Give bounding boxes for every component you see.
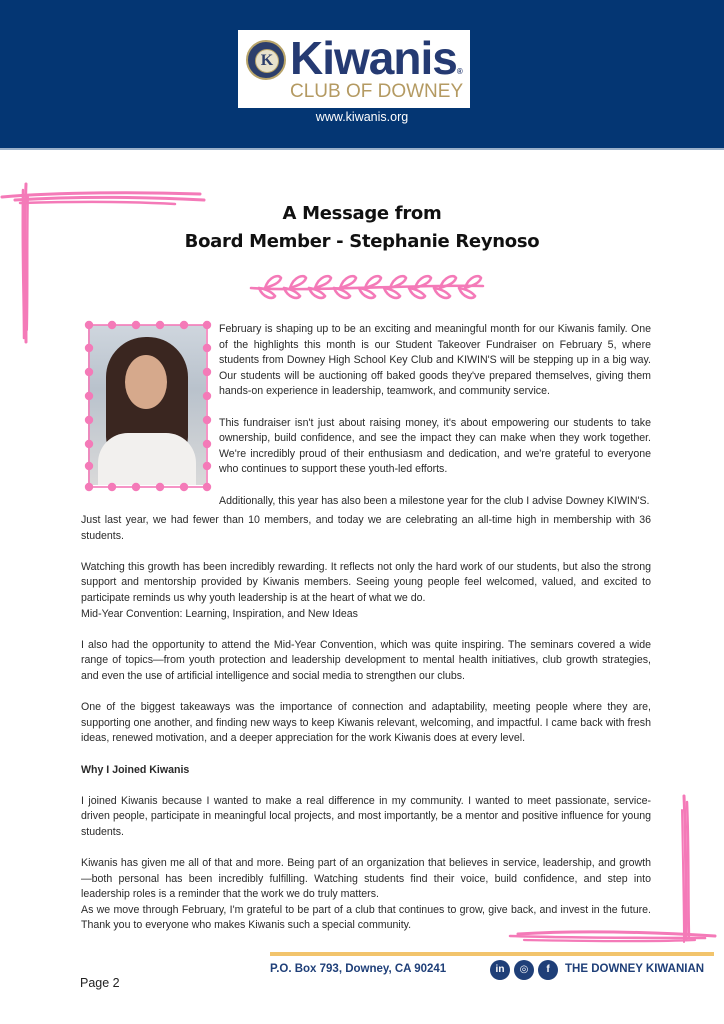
vine-leaf [290, 276, 306, 288]
logo-word: Kiwanis [290, 32, 457, 84]
newsletter-name: THE DOWNEY KIWANIAN [565, 963, 705, 975]
vine-leaf [384, 288, 400, 298]
frame-dot [85, 344, 93, 352]
article-intro [219, 322, 651, 509]
paragraph: This fundraiser isn't just about raising money, it's about empowering our students to take ownership, build confidence, and see the impact they can make when they work together. We're incredibly proud of their enthusiasm and dedication, and we're grateful to everyone who continues to support these youth-led efforts. [219, 416, 651, 476]
paragraph: February is shaping up to be an exciting and meaningful month for our Kiwanis family. One of the highlights this month is our Student Takeover Fundraiser on February 5, where students from Downey High School Key Club and KIWIN'S will be stepping up in a big way. Our students will be auctioning off baked goods they've prepared themselves, giving them hands-on experience in leadership, teamwork, and community service. [219, 323, 651, 398]
dotted-pink-frame [84, 320, 212, 492]
frame-dot [156, 321, 164, 329]
frame-dot [203, 321, 211, 329]
vine-ornament-icon [245, 272, 489, 304]
paragraph: Just last year, we had fewer than 10 members, and today we are celebrating an all-time high in membership with 36 students. [81, 514, 651, 542]
logo-wordmark [290, 32, 462, 84]
page-title [0, 200, 724, 256]
frame-dot [203, 392, 211, 400]
vine-leaf [459, 288, 475, 298]
frame-dot [85, 483, 93, 491]
paragraph: Watching this growth has been incredibly rewarding. It reflects not only the hard work of our students, but also the strong support and mentorship provided by Kiwanis members. Seeing young people feel welcomed, valued, and excited to participate reminds us why youth leadership is at the heart of what we do. [81, 560, 651, 604]
vine-leaf [334, 288, 350, 298]
seal-letter: K [255, 49, 279, 73]
frame-dot [156, 483, 164, 491]
paragraph: As we move through February, I'm grateful to be part of a club that continues to grow, give back, and invest in the future. Thank you to everyone who makes Kiwanis such a special community. [81, 903, 651, 932]
vine-leaf [359, 288, 375, 298]
vine-leaf [434, 288, 450, 298]
paragraph: Additionally, this year has also been a milestone year for the club I advise Downey KIWIN'S. [219, 494, 650, 507]
registered-mark: ® [456, 67, 462, 76]
frame-dot [180, 483, 188, 491]
kiwanis-logo [238, 30, 470, 108]
paragraph: Kiwanis has given me all of that and more. Being part of an organization that believes in service, leadership, and growth—both personal has been incredibly fulfilling. Watching students find their voice, build confidence, and step into leadership roles is a reminder that the work we do truly matters. [81, 857, 651, 901]
kiwanis-seal-icon [246, 40, 286, 80]
footer-address: P.O. Box 793, Downey, CA 90241 [270, 963, 447, 975]
linkedin-icon[interactable]: in [490, 960, 510, 980]
frame-dot [108, 321, 116, 329]
facebook-icon[interactable]: f [538, 960, 558, 980]
frame-dot [203, 440, 211, 448]
frame-dot [132, 321, 140, 329]
section-subheading: Mid-Year Convention: Learning, Inspiration, and New Ideas [81, 607, 358, 620]
title-line-2: Board Member - Stephanie Reynoso [184, 231, 540, 252]
vine-leaf [409, 288, 425, 298]
vine-leaf [315, 276, 331, 288]
frame-dot [203, 416, 211, 424]
frame-dot [203, 483, 211, 491]
pink-corner-bottom-right [500, 790, 724, 950]
frame-dot [85, 416, 93, 424]
frame-dot [85, 368, 93, 376]
website-link[interactable]: www.kiwanis.org [315, 110, 409, 124]
frame-dot [85, 392, 93, 400]
instagram-icon[interactable]: ◎ [514, 960, 534, 980]
header-banner [0, 0, 724, 150]
pink-corner-top-left [0, 170, 210, 345]
frame-dot [203, 368, 211, 376]
frame-dot [85, 321, 93, 329]
section-heading: Why I Joined Kiwanis [81, 763, 190, 776]
paragraph: One of the biggest takeaways was the importance of connection and adaptability, meeting people where they are, supporting one another, and finding new ways to keep Kiwanis relevant, welcoming, and impactful. I came back with fresh ideas, renewed motivation, and a deeper appreciation for the work Kiwanis does at every level. [81, 701, 651, 745]
frame-dot [85, 440, 93, 448]
frame-dot [108, 483, 116, 491]
frame-dot [132, 483, 140, 491]
frame-dot [85, 462, 93, 470]
frame-dot [203, 344, 211, 352]
paragraph: I joined Kiwanis because I wanted to make a real difference in my community. I wanted to meet passionate, service-driven people, participate in meaningful local projects, and most importantly, be a mentor and positive influence for young students. [81, 794, 651, 838]
footer-divider [270, 952, 714, 956]
vine-leaf [265, 276, 281, 288]
logo-subtitle: CLUB OF DOWNEY [290, 81, 464, 102]
title-line-1: A Message from [282, 203, 442, 224]
page-number: Page 2 [80, 976, 120, 990]
frame-dot [203, 462, 211, 470]
paragraph: I also had the opportunity to attend the Mid-Year Convention, which was quite inspiring. The seminars covered a wide range of topics—from youth protection and leadership development to mental health initiatives, club growth strategies, and even the use of artificial intelligence and social media to strengthen our clubs. [81, 638, 651, 682]
vine-leaf [340, 276, 356, 288]
frame-dot [180, 321, 188, 329]
